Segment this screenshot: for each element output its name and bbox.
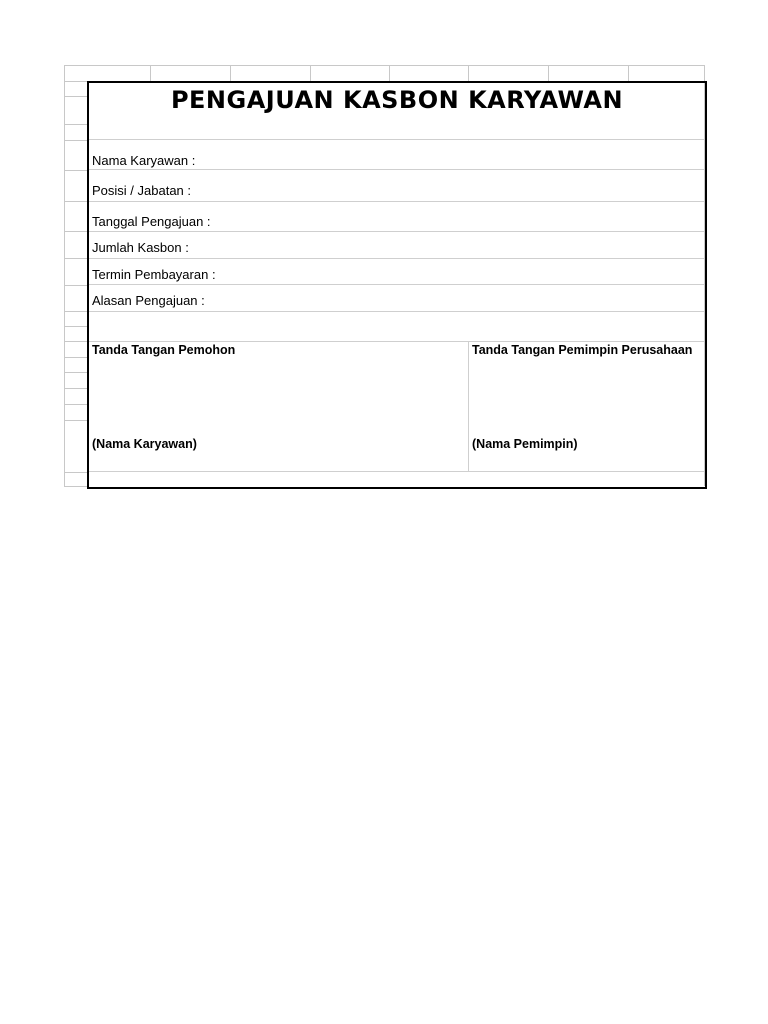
gridline-col-g	[548, 65, 549, 81]
row-gridline	[64, 96, 87, 97]
row-gridline	[64, 258, 87, 259]
applicant-name-placeholder[interactable]: (Nama Karyawan)	[92, 437, 197, 451]
row-gridline	[64, 486, 87, 487]
row-gridline	[64, 201, 87, 202]
row-gridline	[64, 170, 87, 171]
gridline-col-f	[468, 65, 469, 81]
row-gridline	[64, 341, 87, 342]
row-gridline	[64, 326, 87, 327]
field-alasan-pengajuan[interactable]: Alasan Pengajuan :	[92, 293, 205, 308]
field-nama-karyawan[interactable]: Nama Karyawan :	[92, 153, 196, 168]
row-gridline	[64, 140, 87, 141]
row-gridline	[64, 357, 87, 358]
title-divider	[89, 139, 704, 140]
row-gridline	[64, 420, 87, 421]
field-divider	[89, 311, 704, 312]
field-termin-pembayaran[interactable]: Termin Pembayaran :	[92, 267, 216, 282]
gridline-top	[64, 65, 704, 66]
applicant-signature-heading: Tanda Tangan Pemohon	[92, 343, 236, 357]
row-gridline	[64, 372, 87, 373]
signature-column-divider	[468, 341, 469, 472]
leader-signature-heading: Tanda Tangan Pemimpin Perusahaan	[472, 343, 693, 357]
form-border	[87, 81, 707, 489]
field-divider	[89, 201, 704, 202]
signature-bottom-divider	[89, 471, 704, 472]
row-gridline	[64, 231, 87, 232]
field-divider	[89, 231, 704, 232]
row-gridline	[64, 124, 87, 125]
leader-name-placeholder[interactable]: (Nama Pemimpin)	[472, 437, 578, 451]
gridline-col-b	[150, 65, 151, 81]
field-posisi-jabatan[interactable]: Posisi / Jabatan :	[92, 183, 191, 198]
field-divider	[89, 258, 704, 259]
gridline-col-e	[389, 65, 390, 81]
field-tanggal-pengajuan[interactable]: Tanggal Pengajuan :	[92, 214, 211, 229]
row-gridline	[64, 285, 87, 286]
gridline-left-outer	[64, 65, 65, 486]
row-gridline	[64, 404, 87, 405]
field-jumlah-kasbon[interactable]: Jumlah Kasbon :	[92, 240, 189, 255]
row-gridline	[64, 81, 87, 82]
gridline-col-d	[310, 65, 311, 81]
field-divider	[89, 169, 704, 170]
gridline-col-h	[628, 65, 629, 81]
row-gridline	[64, 311, 87, 312]
row-gridline	[64, 472, 87, 473]
gridline-col-c	[230, 65, 231, 81]
row-gridline	[64, 388, 87, 389]
field-divider	[89, 284, 704, 285]
form-title: PENGAJUAN KASBON KARYAWAN	[170, 86, 624, 114]
gridline-right	[704, 65, 705, 486]
